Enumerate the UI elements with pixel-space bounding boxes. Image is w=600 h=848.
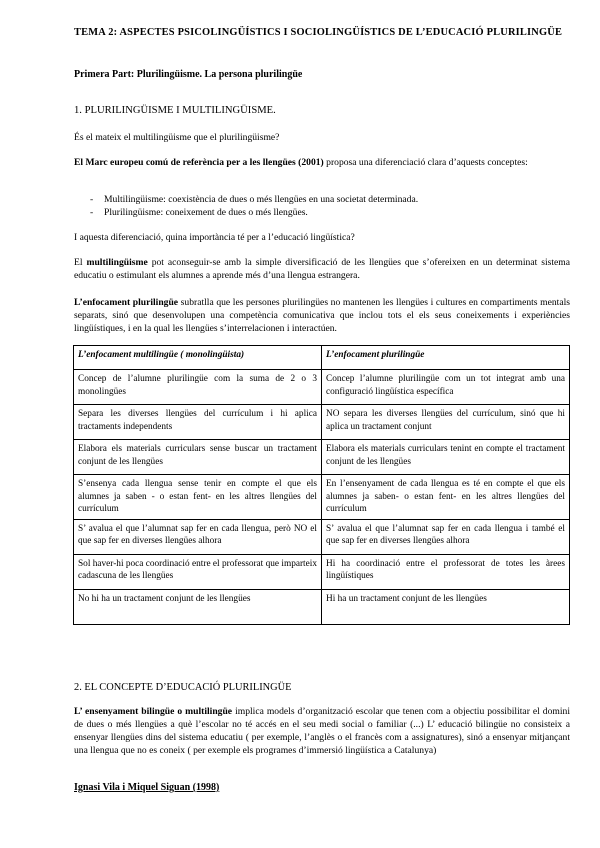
section-1-heading: 1. PLURILINGÜISME I MULTILINGÜISME. [74,105,276,116]
paragraph-enfocament [74,296,570,335]
table-cell: NO separa les diverses llengües del currículum, sinó que hi aplica un tractament conjunt [322,405,570,440]
table-row [74,370,570,405]
table-row [74,519,570,554]
table-row [74,440,570,475]
reference-citation: Ignasi Vila i Miquel Siguan (1998) [74,782,220,793]
table-cell: Elabora els materials curriculars sense buscar un tractament conjunt de les llengües [74,440,322,475]
paragraph-text: pot aconseguir-se amb la simple diversificació de les llengües que s’ofereixen en un determinat sistema educatiu o estimulant els alumnes a aprende més d’una llengua estrangera. [74,257,570,281]
header-plurilingue: L’enfocament plurilingüe [322,346,570,370]
definitions-list [74,193,418,219]
comparison-table [73,345,570,625]
table-cell: S’ avalua el que l’alumnat sap fer en cada llengua, però NO el que sap fer en diverses llengües alhora [74,519,322,554]
table-cell: Separa les diverses llengües del currículum i hi aplica tractaments independents [74,405,322,440]
dash-bullet: - [90,194,94,205]
paragraph-text: El [74,257,87,268]
table-cell: Concep l’alumne plurilingüe com un tot integrat amb una configuració lingüística específica [322,370,570,405]
table-cell: Concep de l’alumne plurilingüe com la suma de 2 o 3 monolingües [74,370,322,405]
paragraph-text: implica models d’organització escolar que tenen com a objectiu possibilitar el domini de dues o més llengües a què l’escolar no té accés en el seu medi social o familiar (...) L’ educació bilingüe no consisteix a ensenyar llengües dins del sistema educatiu ( per exemple, l’anglès o el francès com a assignatures), sinó a ensenyar mitjançant una llengua que no es coneix ( per exemple els programes d’immersió lingüística a Catalunya) [74,706,570,756]
multilinguisme-bold: multilingüisme [86,257,148,268]
dash-bullet: - [90,207,94,218]
table-cell: Hi ha un tractament conjunt de les llengües [322,589,570,624]
table-row [74,405,570,440]
enfocament-bold: L’enfocament plurilingüe [74,297,179,308]
question-1: És el mateix el multilingüisme que el plurilingüisme? [74,132,280,143]
question-2: I aquesta diferenciació, quina importància té per a l’educació lingüística? [74,232,355,243]
list-item-text: Multilingüisme: coexistència de dues o més llengües en una societat determinada. [104,194,419,205]
list-item [74,193,418,206]
paragraph-ensenyament [74,705,570,757]
table-row [74,589,570,624]
table-cell: S’ avalua el que l’alumnat sap fer en cada llengua i també el que sap fer en diverses llengües alhora [322,519,570,554]
table-cell: No hi ha un tractament conjunt de les llengües [74,589,322,624]
list-item [74,206,418,219]
header-multilingue: L’enfocament multilingüe ( monolingüista) [74,346,322,370]
paragraph-multilinguisme [74,256,570,282]
table-row [74,475,570,520]
table-cell: En l’ensenyament de cada llengua es té en compte el que els alumnes ja saben- o estan fent- en les altres llengües del currículum [322,475,570,520]
table-row [74,554,570,589]
paragraph-text: subratlla que les persones plurilingües no mantenen les llengües i cultures en compartiments mentals separats, sinó que desenvolupen una competència comunicativa que inclou tots el els seus coneixements i experiències lingüístiques, i en la qual les llengües s’interrelacionen i interactúen. [74,297,570,334]
table-cell: Sol haver-hi poca coordinació entre el professorat que imparteix cadascuna de les llengües [74,554,322,589]
part-heading: Primera Part: Plurilingüisme. La persona plurilingüe [74,69,303,80]
section-2-heading: 2. EL CONCEPTE D’EDUCACIÓ PLURILINGÜE [74,682,292,693]
paragraph-marc-europeu [74,156,570,169]
ensenyament-bold: L’ ensenyament bilingüe o multilingüe [74,706,233,717]
table-cell: Hi ha coordinació entre el professorat de totes les àrees lingüístiques [322,554,570,589]
table-cell: Elabora els materials curriculars tenint en compte el tractament conjunt de les llengües [322,440,570,475]
table-header-row [74,346,570,370]
paragraph-text: proposa una diferenciació clara d’aquests conceptes: [323,157,528,168]
marc-europeu-bold: El Marc europeu comú de referència per a les llengües (2001) [74,157,324,168]
table-cell: S’ensenya cada llengua sense tenir en compte el que els alumnes ja saben - o estan fent- en les altres llengües del currículum [74,475,322,520]
document-title: TEMA 2: ASPECTES PSICOLINGÜÍSTICS I SOCIOLINGÜÍSTICS DE L’EDUCACIÓ PLURILINGÜE [74,27,563,38]
list-item-text: Plurilingüisme: coneixement de dues o més llengües. [104,207,308,218]
